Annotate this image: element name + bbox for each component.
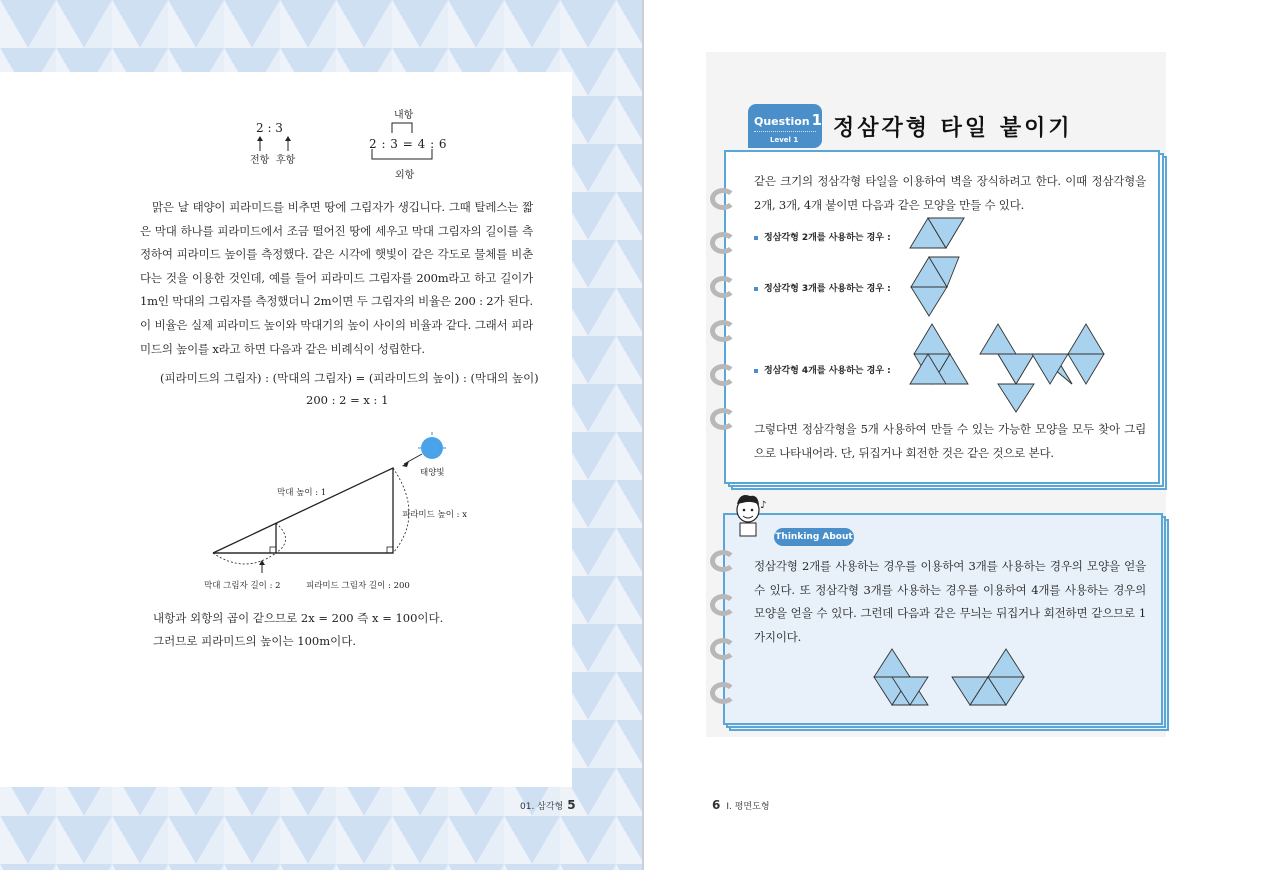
sun-icon xyxy=(421,437,443,459)
question-number: 1 xyxy=(811,111,823,129)
ring-binding xyxy=(710,232,736,254)
question-title: 정삼각형 타일 붙이기 xyxy=(833,116,1073,141)
proportion-equation: 200 : 2 = x : 1 xyxy=(306,393,389,407)
thinking-about-label: Thinking About xyxy=(774,528,854,546)
ring-binding xyxy=(710,638,736,660)
footer-page-number: 5 xyxy=(567,798,576,812)
stick-height-label: 막대 높이 : 1 xyxy=(277,488,327,498)
pyramid-shadow-label: 피라미드 그림자 길이 : 200 xyxy=(306,581,410,591)
thinking-text: 정삼각형 2개를 사용하는 경우를 이용하여 3개를 사용하는 경우의 모양을 얻을 수 있다. 또 정삼각형 3개를 사용하는 경우를 이용하여 4개를 사용하는 경우의 모양을 얻을 수 있다. 그런데 다음과 같은 무늬는 뒤집거나 회전하면 같으므로 1가지이다. xyxy=(754,559,1146,644)
ring-binding xyxy=(710,408,736,430)
case-4-label: 정삼각형 4개를 사용하는 경우 : xyxy=(754,363,891,376)
pyramid-height-label: 피라미드 높이 : x xyxy=(402,510,468,520)
paragraph-text: 맑은 날 태양이 피라미드를 비추면 땅에 그림자가 생깁니다. 그때 탈레스는 짧은 막대 하나를 피라미드에서 조금 떨어진 땅에 세우고 막대 그림자의 길이를 측정하여 피라미드 높이를 측정했다. 같은 시각에 햇빛이 같은 각도로 물체를 비춘다는 것을 이용한 것인데, 예를 들어 피라미드 그림자를 200m라고 하고 길이가 1m인 막대의 그림자를 측정했더니 2m이면 두 그림자의 비율은 200 : 2가 된다. 이 비율은 실제 피라미드 높이와 막대기의 높이 사이의 비율과 같다. 그래서 피라미드의 높이를 x라고 하면 다음과 같은 비례식이 성립한다. xyxy=(140,200,533,356)
question-intro: 같은 크기의 정삼각형 타일을 이용하여 벽을 장식하려고 한다. 이때 정삼각형을 2개, 3개, 4개 붙이면 다음과 같은 모양을 만들 수 있다. xyxy=(754,174,1146,212)
ring-binding xyxy=(710,594,736,616)
ring-binding xyxy=(710,276,736,298)
ring-binding xyxy=(710,682,736,704)
outer-term-label: 외항 xyxy=(395,170,415,181)
footer-section: 01. 삼각형 xyxy=(520,802,564,812)
right-footer xyxy=(712,798,770,812)
case-3-label: 정삼각형 3개를 사용하는 경우 : xyxy=(754,281,891,294)
ring-binding xyxy=(710,320,736,342)
question-label: Question 1 xyxy=(754,111,823,129)
sunlight-label: 태양빛 xyxy=(420,468,445,478)
case-2-label: 정삼각형 2개를 사용하는 경우 : xyxy=(754,230,891,243)
left-footer xyxy=(520,798,576,812)
thales-paragraph xyxy=(140,196,533,361)
question-prompt: 그렇다면 정삼각형을 5개 사용하여 만들 수 있는 가능한 모양을 모두 찾아 그림으로 나타내어라. 단, 뒤집거나 회전한 것은 같은 것으로 본다. xyxy=(754,422,1146,460)
ring-binding xyxy=(710,550,736,572)
svg-text:♪: ♪ xyxy=(760,500,767,511)
stick-shadow-label: 막대 그림자 길이 : 2 xyxy=(204,581,281,591)
cartoon-boy-icon xyxy=(730,492,772,540)
ratio-arrows xyxy=(254,136,298,152)
ratio-equation: 2 : 3 = 4 : 6 xyxy=(369,137,448,151)
ring-binding xyxy=(710,364,736,386)
proportion-formula: (피라미드의 그림자) : (막대의 그림자) = (피라미드의 높이) : (막대의 높이) xyxy=(160,371,539,385)
footer-page-number: 6 xyxy=(712,798,721,812)
ratio-simple: 2 : 3 xyxy=(256,121,283,135)
level-label: Level 1 xyxy=(770,136,799,144)
equivalent-pattern-figure xyxy=(870,645,1030,709)
tile-shapes xyxy=(900,212,1110,417)
back-term-label: 후항 xyxy=(276,155,296,166)
front-term-label: 전항 xyxy=(250,155,270,166)
question-badge xyxy=(748,104,822,148)
inner-term-label: 내항 xyxy=(394,110,414,121)
footer-section: I. 평면도형 xyxy=(726,802,770,812)
ring-binding xyxy=(710,188,736,210)
conclusion-line-2: 그러므로 피라미드의 높이는 100m이다. xyxy=(153,634,357,648)
conclusion-line-1: 내항과 외항의 곱이 같으므로 2x = 200 즉 x = 100이다. xyxy=(153,611,444,625)
